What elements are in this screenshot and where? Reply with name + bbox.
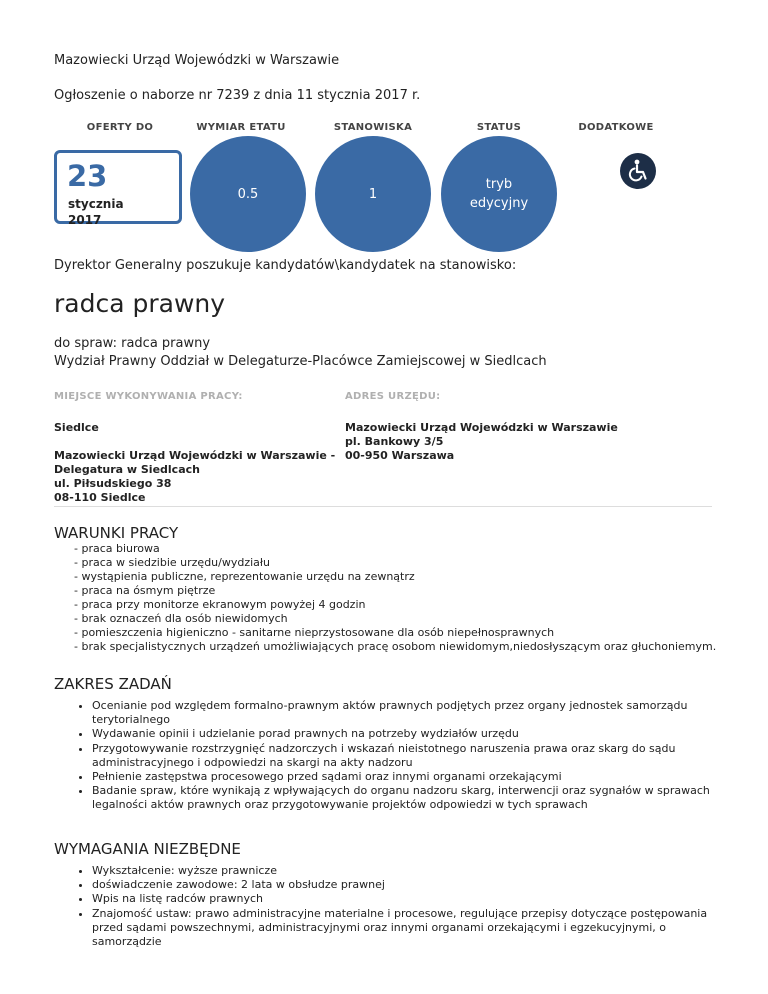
list-item: • doświadczenie zawodowe: 2 lata w obsłudze prawnej — [92, 878, 720, 892]
deadline-box — [54, 150, 182, 227]
list-item: • Ocenianie pod względem formalno-prawnym aktów prawnych podjętych przez organy jednostek samorządu terytorialnego — [92, 699, 720, 727]
deadline-month: stycznia — [68, 197, 124, 211]
office-line1: Mazowiecki Urząd Wojewódzki w Warszawie — [345, 421, 618, 434]
list-item: - brak specjalistycznych urządzeń umożliwiających pracę osobom niewidomym,niedosłyszącym oraz głuchoniemym. — [74, 640, 717, 653]
list-item: • Wpis na listę radców prawnych — [92, 892, 720, 906]
deadline-year: 2017 — [68, 213, 102, 227]
list-item: - wystąpienia publiczne, reprezentowanie urzędu na zewnątrz — [74, 570, 415, 583]
list-item: • Przygotowywanie rozstrzygnięć nadzorczych i wskazań nieistotnego naruszenia prawa oraz skarg do sądu administracyjnego i odpowiedzi na skargi na akty nadzoru — [92, 742, 720, 770]
positions-value: 1 — [368, 186, 378, 202]
office-line2: pl. Bankowy 3/5 — [345, 435, 444, 448]
positions-circle — [315, 136, 431, 252]
list-item: - praca na ósmym piętrze — [74, 584, 216, 597]
office-address-label: ADRES URZĘDU: — [345, 391, 441, 402]
requirements-list — [70, 864, 720, 949]
office-line3: 00-950 Warszawa — [345, 449, 455, 462]
list-item: - praca biurowa — [74, 542, 160, 555]
header-status: STATUS — [476, 122, 522, 133]
work-time-circle — [190, 136, 306, 252]
header-offers-until: OFERTY DO — [86, 122, 154, 133]
work-time-value: 0.5 — [237, 186, 259, 202]
duties-title: ZAKRES ZADAŃ — [54, 675, 172, 693]
conditions-list — [74, 542, 716, 654]
list-item: • Znajomość ustaw: prawo administracyjne materialne i procesowe, regulujące przepisy dotyczące postępowania przed sądami powszechnymi, administracyjnymi oraz innymi organami orzekającymi i egzekucyjnymi, o samorządzie — [92, 907, 720, 950]
wheelchair-icon — [620, 153, 656, 189]
workplace-line2: Delegatura w Siedlcach — [54, 463, 200, 476]
conditions-title: WARUNKI PRACY — [54, 524, 179, 542]
requirements-title: WYMAGANIA NIEZBĘDNE — [54, 840, 241, 858]
header-positions: STANOWISKA — [333, 122, 413, 133]
header-work-time: WYMIAR ETATU — [196, 122, 286, 133]
divider — [54, 506, 712, 507]
position-title: radca prawny — [54, 289, 226, 318]
list-item: - brak oznaczeń dla osób niewidomych — [74, 612, 288, 625]
status-circle — [441, 136, 557, 252]
workplace-city: Siedlce — [54, 421, 99, 434]
status-value: tryb edycyjny — [469, 177, 529, 211]
list-item: - praca w siedzibie urzędu/wydziału — [74, 556, 271, 569]
for-matters: do spraw: radca prawny — [54, 336, 211, 351]
list-item: - pomieszczenia higieniczno - sanitarne nieprzystosowane dla osób niepełnosprawnych — [74, 626, 555, 639]
workplace-line3: ul. Piłsudskiego 38 — [54, 477, 172, 490]
intro-text: Dyrektor Generalny poszukuje kandydatów\kandydatek na stanowisko: — [54, 258, 517, 273]
list-item: - praca przy monitorze ekranowym powyżej 4 godzin — [74, 598, 366, 611]
announcement-number: Ogłoszenie o naborze nr 7239 z dnia 11 stycznia 2017 r. — [54, 88, 421, 103]
org-name: Mazowiecki Urząd Wojewódzki w Warszawie — [54, 53, 340, 68]
workplace-address — [54, 449, 335, 505]
duties-list — [70, 699, 720, 813]
workplace-line1: Mazowiecki Urząd Wojewódzki w Warszawie - — [54, 449, 336, 462]
workplace-label: MIEJSCE WYKONYWANIA PRACY: — [54, 391, 243, 402]
header-additional: DODATKOWE — [578, 122, 654, 133]
list-item: • Pełnienie zastępstwa procesowego przed sądami oraz innymi organami orzekającymi — [92, 770, 720, 784]
department: Wydział Prawny Oddział w Delegaturze-Placówce Zamiejscowej w Siedlcach — [54, 354, 547, 369]
list-item: • Badanie spraw, które wynikają z wpływających do organu nadzoru skarg, interwencji oraz sygnałów w sprawach legalności aktów prawnych oraz przygotowywanie projektów odpowiedzi w tych sprawach — [92, 784, 720, 812]
list-item: • Wykształcenie: wyższe prawnicze — [92, 864, 720, 878]
workplace-line4: 08-110 Siedlce — [54, 491, 146, 504]
list-item: • Wydawanie opinii i udzielanie porad prawnych na potrzeby wydziałów urzędu — [92, 727, 720, 741]
deadline-day: 23 — [67, 159, 108, 193]
office-address — [345, 421, 618, 463]
